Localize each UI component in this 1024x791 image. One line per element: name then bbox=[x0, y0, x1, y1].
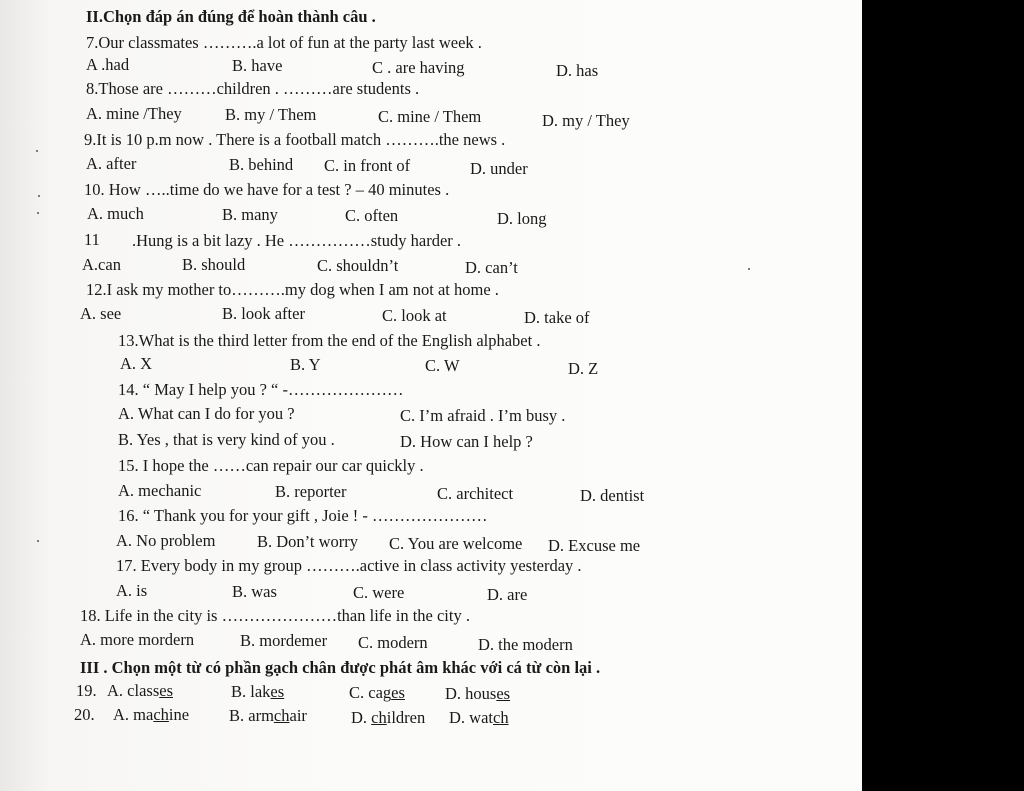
q18-option-d: D. the modern bbox=[478, 635, 573, 654]
q19-option-b: B. lakes bbox=[231, 682, 285, 701]
question-14: 14. “ May I help you ? “ -………………… bbox=[118, 380, 404, 399]
q13-option-d: D. Z bbox=[568, 359, 599, 378]
q14-option-b: B. Yes , that is very kind of you . bbox=[118, 430, 335, 449]
q15-option-b: B. reporter bbox=[275, 482, 347, 501]
q20-option-d: D. watch bbox=[449, 708, 509, 727]
question-9: 9.It is 10 p.m now . There is a football match ……….the news . bbox=[84, 130, 506, 149]
q9-option-d: D. under bbox=[470, 159, 528, 178]
q16-option-a: A. No problem bbox=[116, 531, 216, 550]
q13-option-c: C. W bbox=[425, 356, 460, 375]
question-11: .Hung is a bit lazy . He ……………study harder . bbox=[132, 231, 462, 250]
question-20-number: 20. bbox=[74, 705, 95, 724]
q20-option-b: B. armchair bbox=[229, 706, 307, 725]
q18-option-a: A. more mordern bbox=[80, 630, 195, 649]
q9-option-c: C. in front of bbox=[324, 156, 411, 175]
q18-option-b: B. mordemer bbox=[240, 631, 328, 650]
question-12: 12.I ask my mother to……….my dog when I am not at home . bbox=[86, 280, 499, 299]
q14-option-a: A. What can I do for you ? bbox=[118, 404, 295, 423]
q14-option-d: D. How can I help ? bbox=[400, 432, 533, 451]
q11-option-b: B. should bbox=[182, 255, 246, 274]
q7-option-b: B. have bbox=[232, 56, 283, 75]
q20-option-c: D. children bbox=[351, 708, 426, 727]
question-7: 7.Our classmates ……….a lot of fun at the party last week . bbox=[86, 33, 482, 52]
q13-option-a: A. X bbox=[120, 354, 153, 373]
q9-option-b: B. behind bbox=[229, 155, 294, 174]
scan-speck bbox=[37, 540, 39, 542]
q7-option-a: A .had bbox=[86, 55, 130, 74]
scan-speck bbox=[36, 150, 38, 152]
q8-option-b: B. my / Them bbox=[225, 105, 317, 124]
q12-option-a: A. see bbox=[80, 304, 122, 323]
section-3-title: III . Chọn một từ có phần gạch chân được phát âm khác với cá từ còn lại . bbox=[80, 658, 601, 677]
q15-option-c: C. architect bbox=[437, 484, 514, 503]
question-15: 15. I hope the ……can repair our car quickly . bbox=[118, 456, 424, 475]
q15-option-d: D. dentist bbox=[580, 486, 645, 505]
q12-option-d: D. take of bbox=[524, 308, 590, 327]
q10-option-a: A. much bbox=[87, 204, 144, 223]
question-8: 8.Those are ………children . ………are students . bbox=[86, 79, 420, 98]
scan-speck bbox=[748, 268, 750, 270]
q7-option-c: C . are having bbox=[372, 58, 465, 77]
q8-option-d: D. my / They bbox=[542, 111, 630, 130]
q13-option-b: B. Y bbox=[290, 355, 321, 374]
q7-option-d: D. has bbox=[556, 61, 599, 80]
question-10: 10. How …..time do we have for a test ? – 40 minutes . bbox=[84, 180, 450, 199]
q16-option-c: C. You are welcome bbox=[389, 534, 523, 553]
question-17: 17. Every body in my group ……….active in class activity yesterday . bbox=[116, 556, 582, 575]
question-16: 16. “ Thank you for your gift , Joie ! - ………………… bbox=[118, 506, 488, 525]
q17-option-d: D. are bbox=[487, 585, 528, 604]
q17-option-b: B. was bbox=[232, 582, 277, 601]
q15-option-a: A. mechanic bbox=[118, 481, 202, 500]
q12-option-b: B. look after bbox=[222, 304, 305, 323]
question-13: 13.What is the third letter from the end of the English alphabet . bbox=[118, 331, 541, 350]
question-11-number: 11 bbox=[84, 230, 100, 249]
q17-option-c: C. were bbox=[353, 583, 405, 602]
q16-option-b: B. Don’t worry bbox=[257, 532, 358, 551]
q17-option-a: A. is bbox=[116, 581, 148, 600]
q14-option-c: C. I’m afraid . I’m busy . bbox=[400, 406, 566, 425]
q10-option-d: D. long bbox=[497, 209, 547, 228]
q12-option-c: C. look at bbox=[382, 306, 447, 325]
q11-option-d: D. can’t bbox=[465, 258, 518, 277]
q16-option-d: D. Excuse me bbox=[548, 536, 641, 555]
q19-option-a: A. classes bbox=[107, 681, 173, 700]
q10-option-b: B. many bbox=[222, 205, 278, 224]
q8-option-a: A. mine /They bbox=[86, 104, 182, 123]
q19-option-d: D. houses bbox=[445, 684, 511, 703]
q11-option-c: C. shouldn’t bbox=[317, 256, 399, 275]
section-2-title: II.Chọn đáp án đúng để hoàn thành câu . bbox=[86, 7, 376, 26]
q19-option-c: C. cages bbox=[349, 683, 405, 702]
q18-option-c: C. modern bbox=[358, 633, 428, 652]
q9-option-a: A. after bbox=[86, 154, 137, 173]
q10-option-c: C. often bbox=[345, 206, 399, 225]
q20-option-a: A. machine bbox=[113, 705, 190, 724]
q11-option-a: A.can bbox=[82, 255, 121, 274]
scan-speck bbox=[37, 212, 39, 214]
question-19-number: 19. bbox=[76, 681, 97, 700]
question-18: 18. Life in the city is …………………than life in the city . bbox=[80, 606, 470, 625]
q8-option-c: C. mine / Them bbox=[378, 107, 482, 126]
scan-speck bbox=[38, 195, 40, 197]
